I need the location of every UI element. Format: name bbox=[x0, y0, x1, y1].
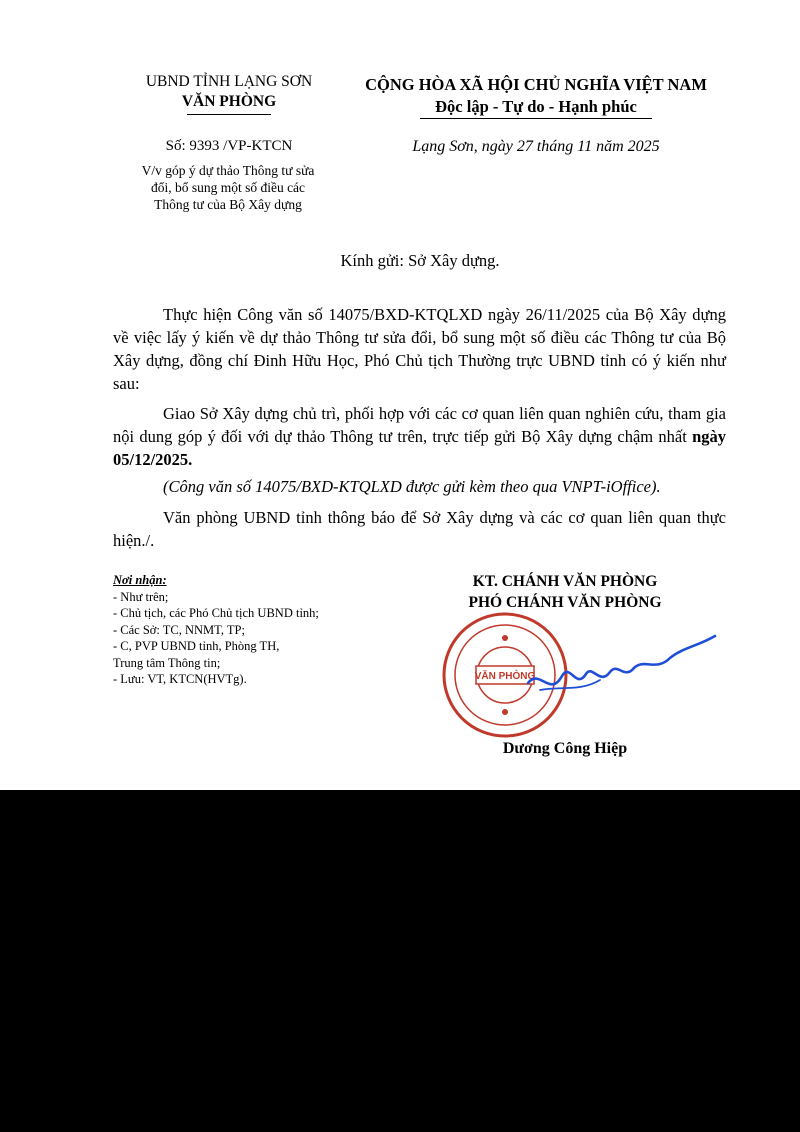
subject-line: đổi, bổ sung một số điều các bbox=[150, 180, 306, 195]
recipient-item: - Chủ tịch, các Phó Chủ tịch UBND tỉnh; bbox=[113, 606, 319, 620]
body-paragraph-1: Thực hiện Công văn số 14075/BXD-KTQLXD ngày 26/11/2025 của Bộ Xây dựng về việc lấy ý kiến về dự thảo Thông tư sửa đổi, bổ sung một số điều các Thông tư của Bộ Xây dựng, đồng chí Đinh Hữu Học, Phó Chủ tịch Thường trực UBND tỉnh có ý kiến như sau: bbox=[113, 305, 726, 393]
body-paragraph-2 bbox=[113, 402, 726, 471]
recipient-item: - Như trên; bbox=[113, 589, 169, 604]
national-header bbox=[346, 74, 726, 119]
document-number: Số: 9393 /VP-KTCN bbox=[165, 138, 293, 154]
signer-line-2: PHÓ CHÁNH VĂN PHÒNG bbox=[468, 594, 662, 611]
handwritten-signature bbox=[520, 628, 720, 708]
signer-line-1: KT. CHÁNH VĂN PHÒNG bbox=[472, 573, 658, 590]
subject-line: V/v góp ý dự thảo Thông tư sửa bbox=[141, 163, 315, 178]
signer-name: Dương Công Hiệp bbox=[502, 740, 628, 757]
place-date: Lạng Sơn, ngày 27 tháng 11 năm 2025 bbox=[412, 138, 660, 155]
recipients-title: Nơi nhận: bbox=[113, 573, 167, 587]
agency-underline bbox=[187, 114, 271, 115]
recipient-item: - C, PVP UBND tỉnh, Phòng TH, bbox=[113, 639, 280, 653]
paragraph-2-text: Giao Sở Xây dựng chủ trì, phối hợp với các cơ quan liên quan nghiên cứu, tham gia nội dung góp ý đối với dự thảo Thông tư trên, trực tiếp gửi Bộ Xây dựng chậm nhất bbox=[113, 404, 726, 446]
motto-underline bbox=[420, 118, 652, 119]
recipient-item: Trung tâm Thông tin; bbox=[113, 655, 221, 670]
recipient-item: - Lưu: VT, KTCN(HVTg). bbox=[113, 672, 247, 686]
motto: Độc lập - Tự do - Hạnh phúc bbox=[435, 97, 637, 116]
recipients-block bbox=[113, 572, 373, 688]
agency-dept: VĂN PHÒNG bbox=[181, 93, 277, 110]
signer-title bbox=[420, 571, 710, 613]
recipient-item: - Các Sở: TC, NNMT, TP; bbox=[113, 622, 245, 637]
deadline-date: ngày 05/12/2025. bbox=[113, 427, 726, 469]
attachment-note: (Công văn số 14075/BXD-KTQLXD được gửi kèm theo qua VNPT-iOffice). bbox=[163, 477, 661, 496]
addressee: Kính gửi: Sở Xây dựng. bbox=[340, 251, 500, 270]
issuing-agency bbox=[120, 72, 338, 115]
subject-line: Thông tư của Bộ Xây dựng bbox=[154, 197, 302, 212]
body-paragraph-4: Văn phòng UBND tỉnh thông báo để Sở Xây dựng và các cơ quan liên quan thực hiện./. bbox=[113, 508, 726, 550]
agency-org: UBND TỈNH LẠNG SƠN bbox=[145, 73, 313, 90]
stamp-label: VĂN PHÒNG bbox=[474, 671, 536, 682]
document-subject bbox=[110, 162, 346, 213]
nation-title: CỘNG HÒA XÃ HỘI CHỦ NGHĨA VIỆT NAM bbox=[365, 75, 707, 94]
